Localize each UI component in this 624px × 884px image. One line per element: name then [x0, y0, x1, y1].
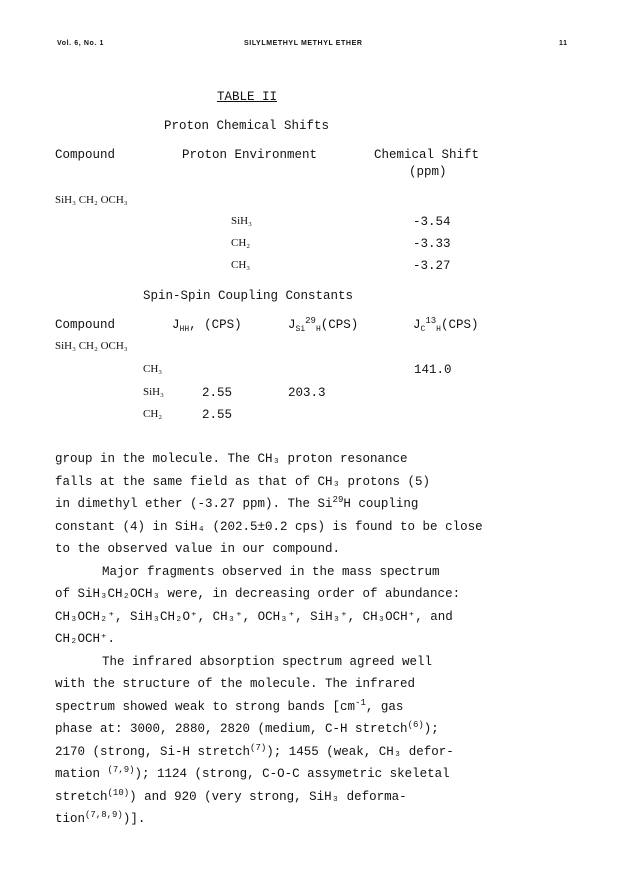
p1-line3: in dimethyl ether (-3.27 ppm). The Si$^{29}$H coupling [55, 495, 419, 511]
col-header-proton-environment: Proton Environment [182, 148, 318, 162]
p3-line7: stretch$^{(10)}$) and 920 (very strong, SiH₃ deforma- [55, 787, 407, 804]
table-title: TABLE II [217, 90, 278, 104]
proton-env-ch2: CH₂ [231, 237, 251, 249]
coupling-group-ch3: CH₃ [143, 363, 163, 375]
coupling-group-ch2: CH₂ [143, 408, 163, 420]
p2-line2: of SiH₃CH₂OCH₃ were, in decreasing order of abundance: [55, 587, 461, 601]
p3-line5: 2170 (strong, Si-H stretch$^{(7)}$); 1455 (weak, CH₃ defor- [55, 742, 454, 759]
col-header-compound-2: Compound [55, 318, 116, 332]
col-header-chemical-shift: Chemical Shift [374, 148, 480, 162]
coupling-group-sih3: SiH₃ [143, 386, 164, 398]
jsi29h-sih3: 203.3 [288, 386, 326, 400]
p2-line1: Major fragments observed in the mass spectrum [102, 564, 440, 579]
compound-name-2: SiH₃ CH₂ OCH₃ [55, 340, 128, 352]
shift-ch2: -3.33 [413, 237, 451, 251]
p1-line1: group in the molecule. The CH₃ proton resonance [55, 452, 408, 466]
p1-line5: to the observed value in our compound. [55, 542, 341, 556]
col-header-shift-unit: (ppm) [409, 165, 447, 179]
jhh-ch2: 2.55 [202, 408, 233, 422]
p2-line4: CH₂OCH⁺. [55, 632, 116, 646]
p3-line2: with the structure of the molecule. The infrared [55, 677, 416, 691]
page-number: 11 [559, 40, 568, 47]
p3-line3: spectrum showed weak to strong bands [$cm^{-1}$, gas [55, 697, 404, 714]
col-header-jsi29h: $J_{Si}^{29}_H(CPS)$ [288, 316, 359, 334]
jhh-sih3: 2.55 [202, 386, 233, 400]
p2-line3: CH₃OCH₂⁺, SiH₃CH₂O⁺, CH₃⁺, OCH₃⁺, SiH₃⁺, CH₃OCH⁺, and [55, 609, 453, 624]
p3-line8: tion$^{(7,8,9)}$)]. [55, 810, 146, 826]
col-header-jhh: $J_{HH}$, (CPS) [172, 318, 242, 334]
col-header-compound: Compound [55, 148, 116, 162]
jc13h-ch3: 141.0 [414, 363, 452, 377]
body-text [55, 448, 515, 831]
proton-env-ch3: CH₃ [231, 259, 251, 271]
col-header-jc13h: $J_C^{13}_H(CPS)$ [413, 316, 479, 334]
p3-line6: mation $^{(7,9)}$); 1124 (strong, C-O-C assymetric skeletal [55, 765, 450, 781]
shift-sih3: -3.54 [413, 215, 451, 229]
compound-name: SiH₃ CH₂ OCH₃ [55, 194, 128, 206]
shift-ch3: -3.27 [413, 259, 451, 273]
running-header-volume: Vol. 6, No. 1 [57, 40, 104, 47]
p1-line4: constant (4) in SiH₄ (202.5±0.2 cps) is found to be close [55, 519, 483, 534]
section-title-coupling-constants: Spin-Spin Coupling Constants [143, 289, 354, 303]
p1-line2: falls at the same field as that of CH₃ protons (5) [55, 474, 431, 489]
proton-env-sih3: SiH₃ [231, 215, 252, 227]
section-title-chemical-shifts: Proton Chemical Shifts [164, 119, 330, 133]
p3-line4: phase at: 3000, 2880, 2820 (medium, C-H stretch$^{(6)}$); [55, 720, 439, 736]
p3-line1: The infrared absorption spectrum agreed well [102, 654, 433, 669]
running-header-title: SILYLMETHYL METHYL ETHER [244, 40, 363, 47]
